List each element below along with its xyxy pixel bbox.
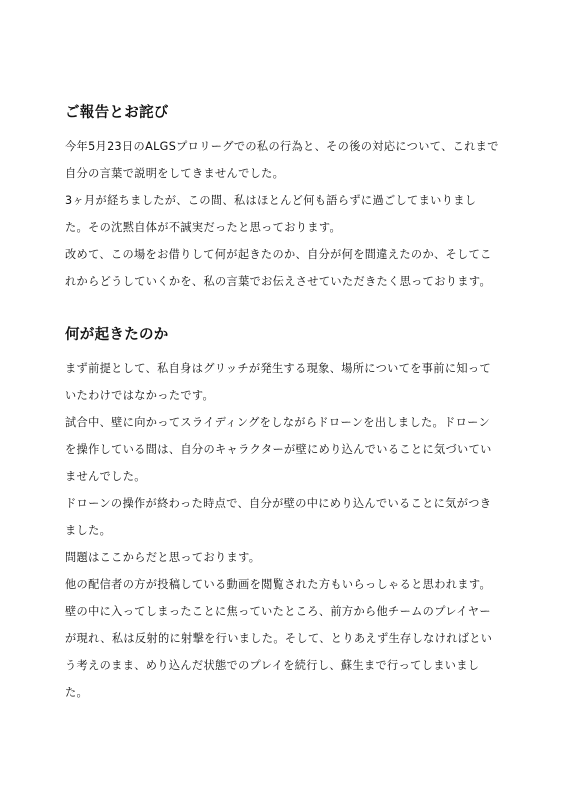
paragraph-line: 問題はここからだと思っております。 [65, 551, 261, 564]
paragraph-line: た。 [65, 686, 89, 699]
section-body-what-happened [65, 355, 525, 706]
paragraph-line: 改めて、この場をお借りして何が起きたのか、自分が何を間違えたのか、そしてこ [65, 248, 492, 261]
paragraph-line: が現れ、私は反射的に射撃を行いました。そして、とりあえず生存しなければとい [65, 632, 493, 645]
paragraph-line: ました。 [65, 524, 112, 537]
paragraph-line: 試合中、壁に向かってスライディングをしながらドローンを出しました。ドローン [65, 416, 490, 429]
paragraph-line: た。その沈黙自体が不誠実だったと思っております。 [65, 221, 342, 234]
paragraph-line: を操作している間は、自分のキャラクターが壁にめり込んでいることに気づいてい [65, 443, 492, 456]
paragraph-line: 自分の言葉で説明をしてきませんでした。 [65, 167, 285, 180]
paragraph-line: れからどうしていくかを、私の言葉でお伝えさせていただきたく思っております。 [65, 275, 491, 288]
section-heading-apology: ご報告とお詫び [65, 105, 169, 121]
paragraph-line: 壁の中に入ってしまったことに焦っていたところ、前方から他チームのプレイヤー [65, 605, 491, 618]
paragraph-line: まず前提として、私自身はグリッチが発生する現象、場所についてを事前に知って [65, 362, 491, 375]
paragraph-line: ドローンの操作が終わった時点で、自分が壁の中にめり込んでいることに気がつき [65, 497, 492, 510]
paragraph-line: いたわけではなかったです。 [65, 389, 215, 402]
paragraph-line: ませんでした。 [65, 470, 146, 483]
paragraph-line: 今年5月23日のALGSプロリーグでの私の行為と、その後の対応について、これまで [65, 140, 499, 153]
section-heading-what-happened: 何が起きたのか [65, 327, 169, 343]
paragraph-line: 他の配信者の方が投稿している動画を閲覧された方もいらっしゃると思われます。 [65, 578, 491, 591]
paragraph-line: 3ヶ月が経ちましたが、この間、私はほとんど何も語らずに過ごしてまいりまし [65, 194, 477, 207]
section-body-apology [65, 133, 525, 295]
paragraph-line: う考えのまま、めり込んだ状態でのプレイを続行し、蘇生まで行ってしまいまし [65, 659, 480, 672]
